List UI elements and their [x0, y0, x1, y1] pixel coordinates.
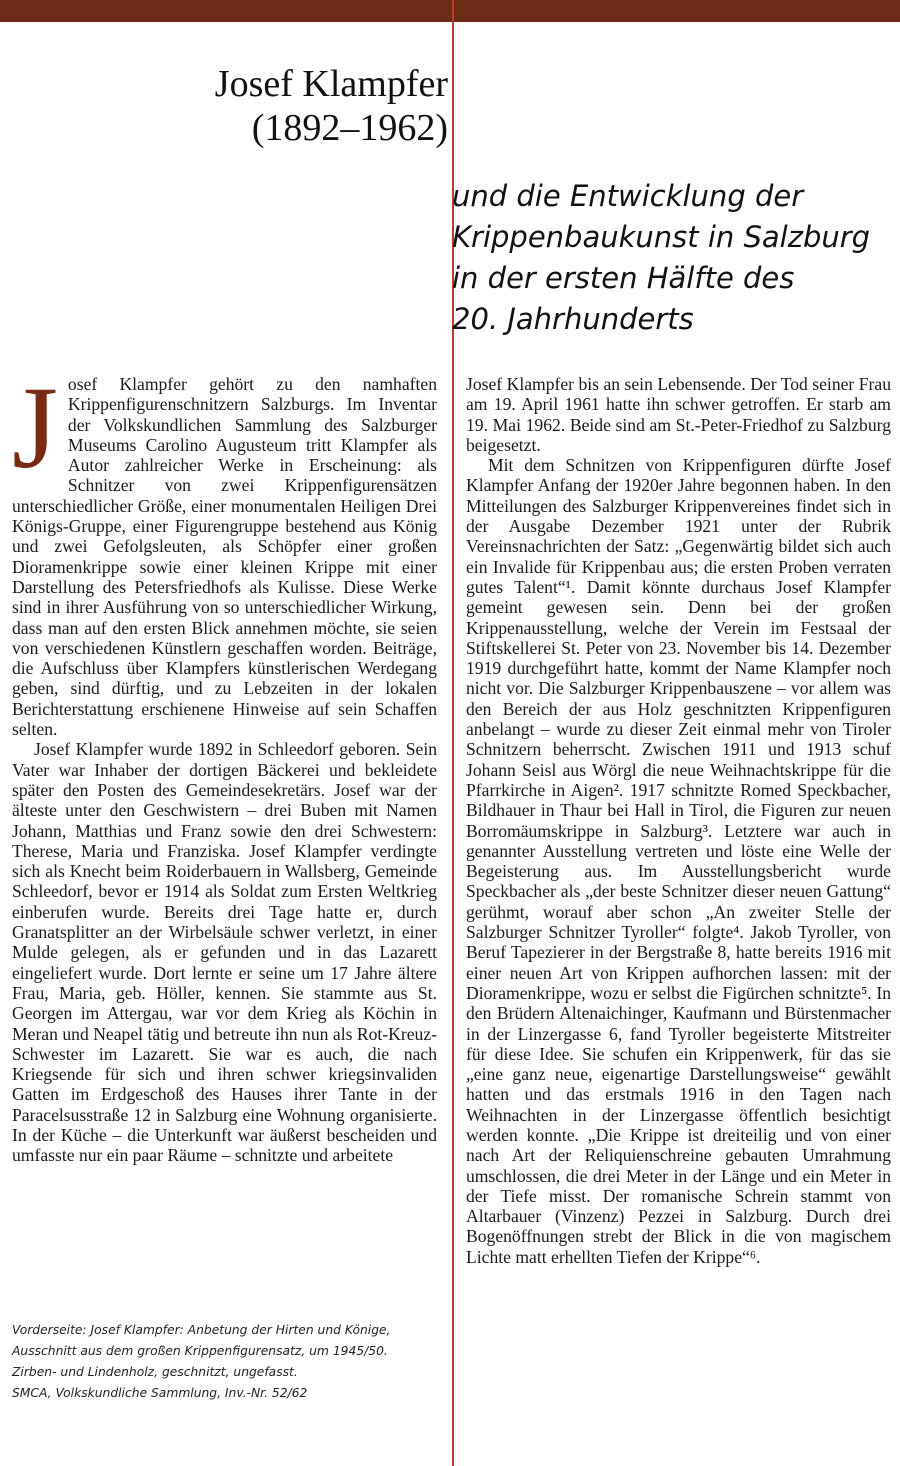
image-caption	[12, 1320, 437, 1404]
body-paragraph: Mit dem Schnitzen von Krippenfiguren dürfte Josef Klampfer Anfang der 1920er Jahre begonnen haben. In den Mitteilungen des Salzburger Krippenvereines findet sich in der Ausgabe Dezember 1921 unter der Rubrik Vereinsnachrichten der Satz: „Gegenwärtig bildet sich auch ein Invalide für Krippenbau aus; die ersten Proben verraten gutes Talent“¹. Damit könnte durchaus Josef Klampfer gemeint gewesen sein. Denn bei der großen Krippenausstellung, welche der Verein im Festsaal der Stiftskellerei St. Peter von 23. November bis 14. Dezember 1919 durchgeführt hatte, kommt der Name Klampfer noch nicht vor. Die Salzburger Krippenbauszene – vor allem was den Bereich der aus Holz geschnitzten Krippenfiguren anbelangt – wurde zu dieser Zeit einmal mehr von Tiroler Schnitzern beherrscht. Zwischen 1911 und 1913 schuf Johann Seisl aus Wörgl die neue Weihnachtskrippe für die Pfarrkirche in Aigen². 1917 schnitzte Romed Speckbacher, Bildhauer in Thaur bei Hall in Tirol, die Figuren zur neuen Borromäumskrippe in Salzburg³. Letztere war auch in genannter Ausstellung vertreten und löste eine Welle der Begeisterung aus. Im Ausstellungsbericht wurde Speckbacher als „der beste Schnitzer dieser neuen Gattung“ gerühmt, worauf aber schon „An zweiter Stelle der Salzburger Schnitzer Tyroller“ folgte⁴. Jakob Tyroller, von Beruf Tapezierer in der Bergstraße 8, hatte bereits 1916 mit einer neuen Art von Krippen aufhorchen lassen: mit der Dioramenkrippe, wozu er selbst die Figürchen schnitzte⁵. In den Brüdern Altenaichinger, Kaufmann und Bürstenmacher in der Linzergasse 6, fand Tyroller begeisterte Mitstreiter für diese Idee. Sie schufen ein Krippenwerk, für das sie „eine ganz neue, eigenartige Darstellungsweise“ gewählt hatten und das erstmals 1916 in den Tagen nach Weihnachten in der Linzergasse öffentlich besichtigt werden konnte. „Die Krippe ist dreiteilig und von einer nach Art der Reliquienschreine gebauten Umrahmung umschlossen, die drei Meter in der Länge und ein Meter in der Tiefe misst. Der romanische Schrein stammt von Altarbauer (Vinzenz) Pezzei in Salzburg. Durch drei Bogenöffnungen strebt der Blick in die von magischem Lichte matt erhellten Tiefen der Krippe“⁶.	[466, 455, 891, 1267]
caption-line: Ausschnitt aus dem großen Krippenfigurensatz, um 1945/50.	[12, 1344, 388, 1358]
top-color-band	[0, 0, 900, 22]
subtitle-line: in der ersten Hälfte des	[452, 261, 795, 295]
subtitle-line: 20. Jahrhunderts	[452, 302, 694, 336]
title-name: Josef Klampfer	[214, 63, 448, 105]
body-paragraph: osef Klampfer gehört zu den namhaften Krippenfigurenschnitzern Salzburgs. Im Inventar der Volkskundlichen Sammlung des Salzburger Museums Carolino Augusteum tritt Klampfer als Autor zahlreicher Werke in Erscheinung: als Schnitzer von zwei Krippenfigurensätzen unterschiedlicher Größe, einer monumentalen Heiligen Drei Königs-Gruppe, einer Figurengruppe bestehend aus König und zwei Gefolgsleuten, als Schöpfer einer großen Dioramenkrippe sowie einer kleinen Krippe mit einer Darstellung des Petersfriedhofs als Kulisse. Diese Werke sind in ihrer Ausführung von so unterschiedlicher Wirkung, dass man auf den ersten Blick annehmen möchte, sie seien von verschiedenen Künstlern geschaffen worden. Beiträge, die Aufschluss über Klampfers künstlerischen Werdegang geben, sind dürftig, und zu Lebzeiten in der lokalen Berichterstattung erschienene Hinweise auf sein Schaffen selten.	[12, 374, 437, 740]
body-paragraph: Josef Klampfer wurde 1892 in Schleedorf geboren. Sein Vater war Inhaber der dortigen Bäckerei und bekleidete später den Posten des Gemeindesekretärs. Josef war der älteste unter den Geschwistern – drei Buben mit Namen Johann, Matthias und Franz sowie den drei Schwestern: Therese, Maria und Franziska. Josef Klampfer verdingte sich als Knecht beim Roiderbauern in Wallsberg, Gemeinde Schleedorf, bevor er 1914 als Soldat zum Ersten Weltkrieg einberufen wurde. Bereits drei Tage hatte er, durch Granatsplitter an der Wirbelsäule schwer verletzt, in einer Mulde gelegen, als er gefunden und in das Lazarett eingeliefert wurde. Dort lernte er seine um 17 Jahre ältere Frau, Maria, geb. Höller, kennen. Sie stammte aus St. Georgen im Attergau, war vor dem Krieg als Köchin in Meran und Neapel tätig und betreute ihn nun als Rot-Kreuz-Schwester im Lazarett. Sie war es auch, die nach Kriegsende für sich und ihren schwer kriegsinvaliden Gatten im Erdgeschoß des Hauses ihrer Tante in der Paracelsusstraße 12 in Salzburg eine Wohnung organisierte. In der Küche – die Unterkunft war äußerst bescheiden und umfasste nur ein paar Räume – schnitzte und arbeitete	[12, 739, 437, 1166]
drop-cap: J	[12, 362, 58, 493]
article-subtitle	[452, 176, 892, 340]
caption-line: Vorderseite: Josef Klampfer: Anbetung der Hirten und Könige,	[12, 1323, 391, 1337]
caption-line: Zirben- und Lindenholz, geschnitzt, ungefasst.	[12, 1365, 298, 1379]
subtitle-line: und die Entwicklung der	[452, 179, 804, 213]
right-column	[466, 374, 891, 1267]
subtitle-line: Krippenbaukunst in Salzburg	[452, 220, 871, 254]
left-column	[12, 362, 437, 1166]
caption-line: SMCA, Volkskundliche Sammlung, Inv.-Nr. 52/62	[12, 1386, 308, 1400]
article-title	[28, 62, 448, 150]
title-years: (1892–1962)	[251, 107, 448, 149]
body-paragraph: Josef Klampfer bis an sein Lebensende. Der Tod seiner Frau am 19. April 1961 hatte ihn schwer getroffen. Er starb am 19. Mai 1962. Beide sind am St.-Peter-Friedhof zu Salzburg beigesetzt.	[466, 374, 891, 455]
